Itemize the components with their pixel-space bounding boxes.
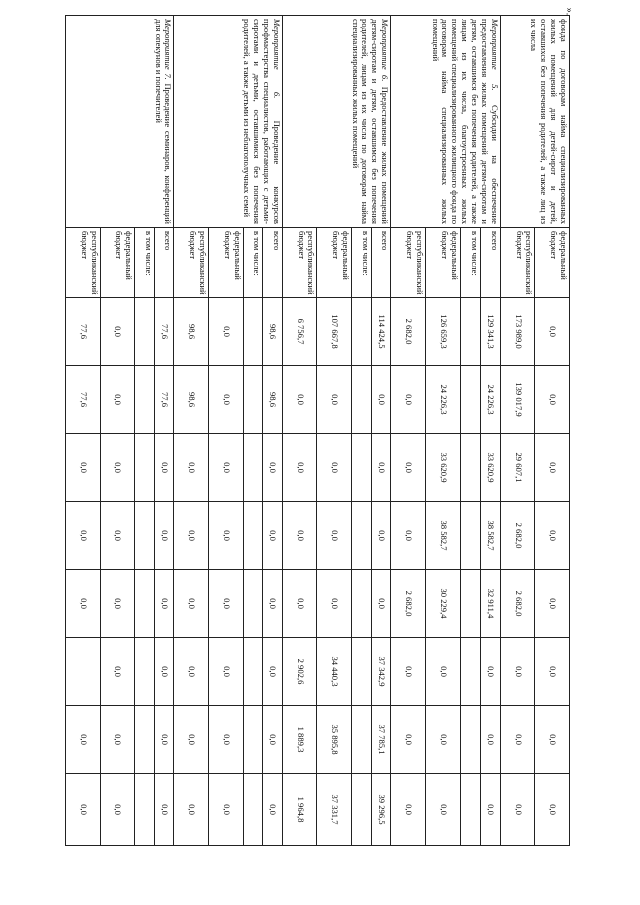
amount-cell: 98,6 [174,298,209,366]
amount-cell: 0,0 [100,706,135,774]
amount-cell: 0,0 [154,638,174,706]
amount-cell: 0,0 [371,366,391,434]
amount-cell: 0,0 [209,570,244,638]
amount-cell: 0,0 [209,502,244,570]
amount-cell: 0,0 [209,366,244,434]
amount-cell: 0,0 [154,706,174,774]
measure-description-cell [282,16,390,228]
amount-cell: 30 229,4 [426,570,461,638]
amount-cell: 24 226,3 [481,366,501,434]
funding-source-label: федеральный бюджет [100,228,135,298]
amount-cell [135,298,155,366]
measure-description-cell [174,16,282,228]
table-row [535,16,570,846]
table-row [481,16,501,846]
funding-source-label: всего [371,228,391,298]
measure-title: Мероприятие 5. [489,19,500,91]
amount-cell: 0,0 [391,502,426,570]
funding-source-label: всего [263,228,283,298]
measure-description-cell [391,16,501,228]
measure-title: Мероприятие 7. [163,19,174,80]
amount-cell: 0,0 [174,638,209,706]
amount-cell: 1 964,8 [282,774,317,846]
amount-cell: 173 989,0 [500,298,535,366]
amount-cell: 2 902,6 [282,638,317,706]
funding-source-label: в том числе: [461,228,481,298]
amount-cell: 0,0 [263,638,283,706]
amount-cell: 77,6 [66,366,101,434]
amount-cell: 0,0 [481,638,501,706]
amount-cell: 29 607,1 [500,434,535,502]
amount-cell [461,366,481,434]
amount-cell: 0,0 [481,706,501,774]
amount-cell [351,774,371,846]
amount-cell: 0,0 [209,638,244,706]
amount-cell [243,570,263,638]
amount-cell: 0,0 [154,502,174,570]
funding-source-label: федеральный бюджет [535,228,570,298]
measure-description: Субсидии на обеспечение предоставления жилых помещений детям-сиротам и детям, оставшимся без попечения родителей, а также лицам из их числа, благоустроенных жилых помещений специализированного жилищного фонда по договорам найма специализированных жилых помещений [430,19,500,224]
amount-cell [351,570,371,638]
amount-cell: 0,0 [174,570,209,638]
amount-cell [461,774,481,846]
table-row [371,16,391,846]
amount-cell: 38 582,7 [481,502,501,570]
amount-cell: 0,0 [263,502,283,570]
funding-source-label: всего [154,228,174,298]
amount-cell: 2 682,0 [500,502,535,570]
amount-cell [351,298,371,366]
amount-cell: 0,0 [263,706,283,774]
table-body [66,16,570,846]
amount-cell: 0,0 [426,706,461,774]
funding-source-label: всего [481,228,501,298]
amount-cell [135,502,155,570]
amount-cell: 0,0 [174,706,209,774]
measure-description: фонда по договорам найма специализированных жилых помещений для детей-сирот и детей, оставшихся без попечения родителей, а также лиц из их числа [529,19,569,224]
amount-cell: 0,0 [263,434,283,502]
funding-source-label: в том числе: [243,228,263,298]
amount-cell: 0,0 [317,502,352,570]
amount-cell: 0,0 [209,434,244,502]
amount-cell: 0,0 [282,366,317,434]
table-row [154,16,174,846]
amount-cell: 0,0 [500,638,535,706]
amount-cell [243,434,263,502]
amount-cell: 0,0 [391,706,426,774]
amount-cell: 0,0 [100,774,135,846]
amount-cell: 0,0 [535,706,570,774]
amount-cell: 0,0 [317,366,352,434]
measure-description-cell [66,16,174,228]
amount-cell: 0,0 [100,434,135,502]
amount-cell [66,638,101,706]
amount-cell: 0,0 [535,502,570,570]
amount-cell: 0,0 [535,366,570,434]
amount-cell: 37 342,9 [371,638,391,706]
amount-cell: 139 017,9 [500,366,535,434]
amount-cell: 0,0 [371,502,391,570]
amount-cell: 0,0 [391,774,426,846]
amount-cell: 37 331,7 [317,774,352,846]
amount-cell: 107 667,8 [317,298,352,366]
amount-cell: 1 889,3 [282,706,317,774]
amount-cell [461,298,481,366]
amount-cell [135,638,155,706]
amount-cell: 0,0 [100,298,135,366]
amount-cell: 2 682,0 [391,298,426,366]
table-row [263,16,283,846]
funding-source-label: республиканский бюджет [391,228,426,298]
rotated-document-page [65,15,570,845]
amount-cell [461,434,481,502]
measure-description: Проведение конкурсов профмастерства специалистов, работающих с детьми-сиротами и детьми, оставшимися без попечения родителей, а также детьми из неблагополучных семей [242,19,282,224]
amount-cell: 0,0 [100,366,135,434]
amount-cell: 0,0 [282,570,317,638]
amount-cell: 0,0 [209,774,244,846]
funding-source-label: республиканский бюджет [282,228,317,298]
amount-cell: 0,0 [66,570,101,638]
amount-cell: 33 620,9 [481,434,501,502]
amount-cell: 2 682,0 [500,570,535,638]
measure-description-cell [500,16,569,228]
measure-description: Проведение семинаров, конференций для опекунов и попечителей [153,19,174,224]
amount-cell [135,774,155,846]
amount-cell: 0,0 [154,570,174,638]
amount-cell [243,774,263,846]
amount-cell [243,366,263,434]
amount-cell: 0,0 [426,638,461,706]
funding-source-label: республиканский бюджет [500,228,535,298]
amount-cell: 98,6 [263,298,283,366]
amount-cell: 0,0 [66,502,101,570]
amount-cell [135,706,155,774]
amount-cell: 0,0 [535,638,570,706]
amount-cell [135,366,155,434]
funding-source-label: республиканский бюджет [66,228,101,298]
amount-cell [461,502,481,570]
amount-cell: 0,0 [391,638,426,706]
amount-cell: 0,0 [66,706,101,774]
amount-cell: 0,0 [174,774,209,846]
amount-cell: 0,0 [174,502,209,570]
amount-cell: 129 341,3 [481,298,501,366]
amount-cell [135,570,155,638]
funding-table [65,15,570,846]
amount-cell: 32 911,4 [481,570,501,638]
amount-cell: 34 440,3 [317,638,352,706]
amount-cell: 0,0 [100,570,135,638]
measure-description: Предоставление жилых помещений детям-сиротам и детям, оставшимся без попечения родителей, лицам из их числа по договорам найма специализированных жилых помещений [350,19,391,225]
amount-cell: 77,6 [66,298,101,366]
amount-cell: 0,0 [371,434,391,502]
amount-cell [243,706,263,774]
closing-quote-mark: ». [563,7,575,16]
amount-cell: 35 895,8 [317,706,352,774]
amount-cell: 98,6 [174,366,209,434]
amount-cell: 0,0 [282,502,317,570]
amount-cell [461,706,481,774]
amount-cell: 0,0 [391,434,426,502]
amount-cell: 0,0 [317,434,352,502]
amount-cell: 77,6 [154,366,174,434]
amount-cell: 0,0 [282,434,317,502]
amount-cell: 0,0 [500,706,535,774]
amount-cell: 37 785,1 [371,706,391,774]
amount-cell [351,502,371,570]
amount-cell: 0,0 [209,298,244,366]
amount-cell: 0,0 [100,638,135,706]
amount-cell: 0,0 [371,570,391,638]
amount-cell [461,638,481,706]
amount-cell: 2 682,0 [391,570,426,638]
amount-cell [243,502,263,570]
amount-cell: 0,0 [535,298,570,366]
amount-cell: 0,0 [154,434,174,502]
amount-cell [243,298,263,366]
amount-cell: 0,0 [426,774,461,846]
amount-cell: 0,0 [391,366,426,434]
funding-source-label: федеральный бюджет [209,228,244,298]
amount-cell: 38 582,7 [426,502,461,570]
funding-source-label: федеральный бюджет [426,228,461,298]
funding-source-label: республиканский бюджет [174,228,209,298]
amount-cell [135,434,155,502]
amount-cell: 0,0 [263,570,283,638]
amount-cell: 0,0 [100,502,135,570]
measure-title: Мероприятие 6. [380,19,391,82]
amount-cell: 39 296,5 [371,774,391,846]
amount-cell: 0,0 [154,774,174,846]
amount-cell: 0,0 [535,570,570,638]
amount-cell [351,706,371,774]
amount-cell: 0,0 [317,570,352,638]
amount-cell [351,366,371,434]
amount-cell: 0,0 [209,706,244,774]
amount-cell [243,638,263,706]
funding-source-label: в том числе: [351,228,371,298]
amount-cell: 0,0 [66,774,101,846]
amount-cell: 126 659,3 [426,298,461,366]
amount-cell: 0,0 [500,774,535,846]
measure-title: Мероприятие 6. [271,19,282,99]
funding-source-label: федеральный бюджет [317,228,352,298]
amount-cell: 98,6 [263,366,283,434]
amount-cell: 77,6 [154,298,174,366]
amount-cell: 0,0 [174,434,209,502]
amount-cell: 0,0 [535,434,570,502]
amount-cell [461,570,481,638]
amount-cell: 33 620,9 [426,434,461,502]
amount-cell: 6 756,7 [282,298,317,366]
amount-cell: 0,0 [66,434,101,502]
amount-cell: 114 424,5 [371,298,391,366]
amount-cell [351,638,371,706]
amount-cell: 24 226,3 [426,366,461,434]
funding-source-label: в том числе: [135,228,155,298]
amount-cell: 0,0 [535,774,570,846]
amount-cell: 0,0 [481,774,501,846]
amount-cell: 0,0 [263,774,283,846]
amount-cell [351,434,371,502]
